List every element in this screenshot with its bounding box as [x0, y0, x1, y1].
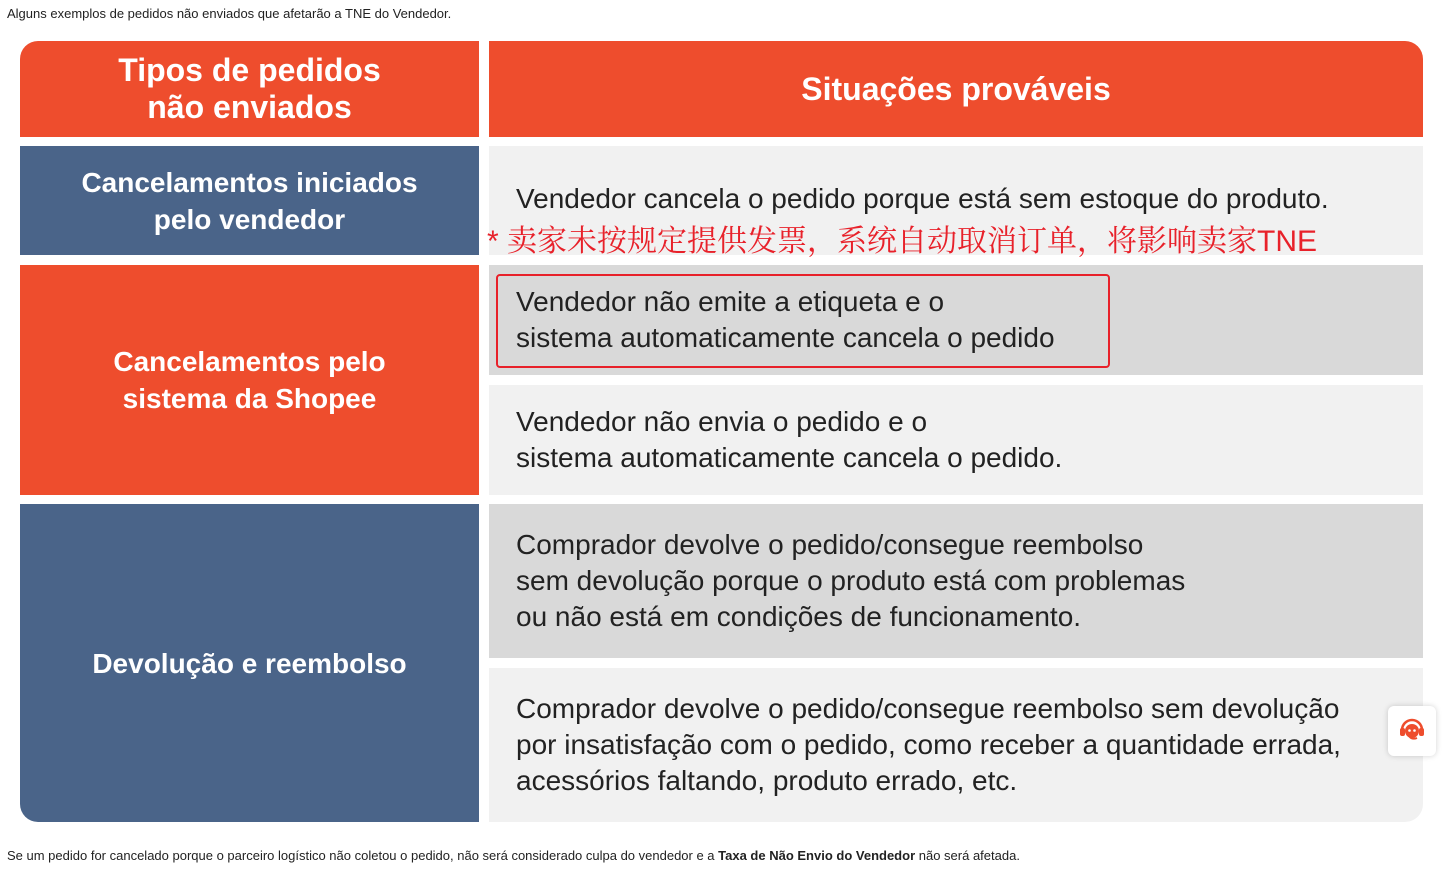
invoice-annotation: * 卖家未按规定提供发票，系统自动取消订单，将影响卖家TNE: [487, 225, 1318, 258]
footer-note-end: não será afetada.: [915, 848, 1020, 863]
type-cell-return-refund: Devolução e reembolso: [20, 504, 479, 822]
situation-row: Comprador devolve o pedido/consegue reembolso sem devolução por insatisfação com o pedido, como receber a quantidade errada, acessórios faltando, produto errado, etc.: [489, 668, 1423, 822]
table-header-situations: Situações prováveis: [489, 41, 1423, 137]
situation-row: Vendedor cancela o pedido porque está sem estoque do produto.: [489, 146, 1423, 255]
situation-row: Vendedor não emite a etiqueta e o sistema automaticamente cancela o pedido: [489, 265, 1423, 375]
intro-text: Alguns exemplos de pedidos não enviados que afetarão a TNE do Vendedor.: [7, 6, 452, 21]
situation-row: Vendedor não envia o pedido e o sistema automaticamente cancela o pedido.: [489, 385, 1423, 495]
footer-note-bold: Taxa de Não Envio do Vendedor: [718, 848, 916, 863]
type-cell-seller-cancellations: Cancelamentos iniciados pelo vendedor: [20, 146, 479, 255]
situation-row: Comprador devolve o pedido/consegue reembolso sem devolução porque o produto está com problemas ou não está em condições de funcionamento.: [489, 504, 1423, 658]
customer-service-icon: [1397, 714, 1427, 749]
table-header-types: Tipos de pedidos não enviados: [20, 41, 479, 137]
footer-note-text: Se um pedido for cancelado porque o parceiro logístico não coletou o pedido, não será considerado culpa do vendedor e a: [7, 848, 719, 863]
customer-service-button[interactable]: [1388, 706, 1436, 756]
footer-note: [7, 848, 1020, 863]
type-cell-system-cancellations: Cancelamentos pelo sistema da Shopee: [20, 265, 479, 495]
highlight-box: [496, 274, 1110, 368]
